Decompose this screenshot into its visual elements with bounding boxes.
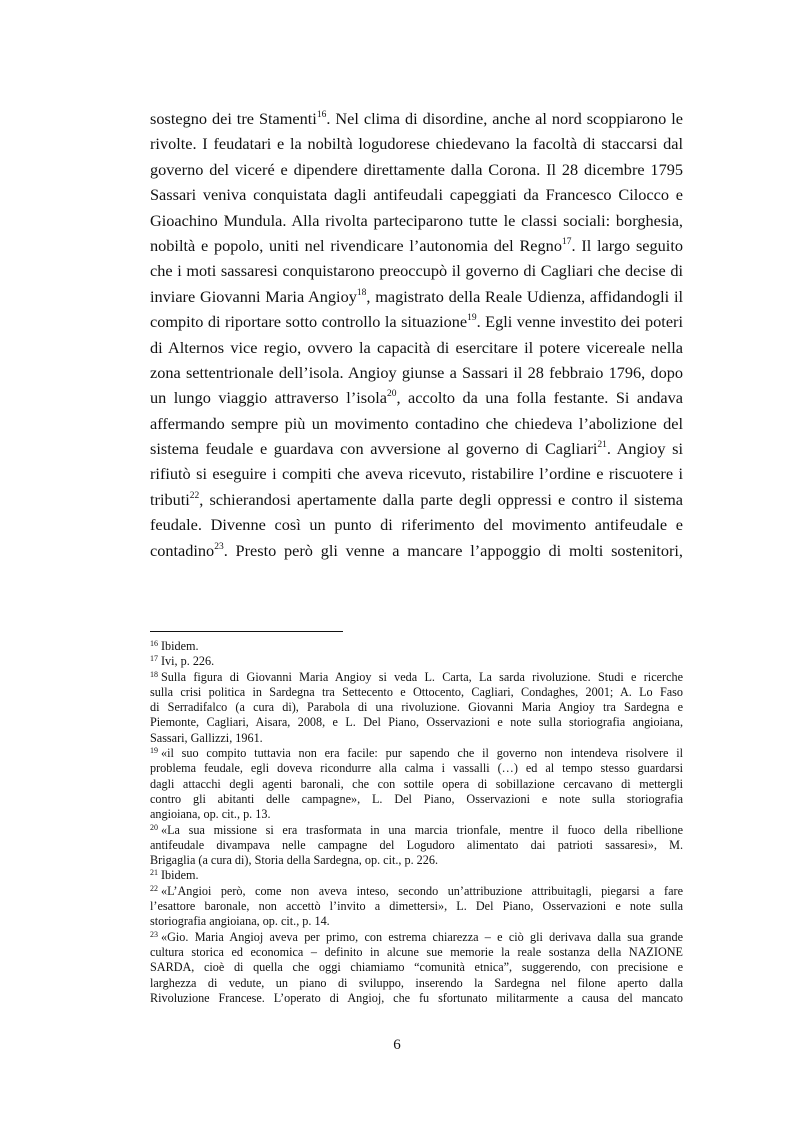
body-text-segment: di Alternos vice regio, ovvero la capacità di esercitare il potere vicereale nella	[150, 337, 683, 357]
body-text-segment: affermando sempre più un movimento contadino che chiedeva l’abolizione del	[150, 413, 683, 433]
footnote-line	[150, 868, 683, 883]
footnote-reference[interactable]: 18	[356, 287, 367, 298]
footnote-text: Ivi, p. 226.	[161, 654, 215, 669]
footnote-line	[150, 914, 683, 929]
footnote-number: 21	[150, 868, 158, 878]
footnote-text: sulla crisi politica in Sardegna tra Settecento e Ottocento, Cagliari, Condaghes, 2001; A. Lo Faso	[150, 684, 683, 699]
footnote-text: Sassari, Gallizzi, 1961.	[150, 730, 263, 745]
footnote-text: contro gli abitanti delle campagne», L. Del Piano, Osservazioni e note sulla storiografia	[150, 791, 683, 806]
footnote-line	[150, 777, 683, 792]
footnote-number: 16	[150, 639, 158, 648]
footnote-reference[interactable]: 19	[467, 313, 477, 324]
body-text-segment: un lungo viaggio attraverso l’isola	[150, 388, 387, 408]
footnote-text: «Gio. Maria Angioj aveva per primo, con estrema chiarezza – e ciò gli derivava dalla sua grande	[161, 929, 683, 944]
body-text-segment: Gioachino Mundula. Alla rivolta parteciparono tutte le classi sociali: borghesia,	[150, 210, 683, 230]
body-line	[150, 487, 683, 512]
body-line	[150, 436, 683, 461]
footnote-line	[150, 639, 683, 654]
body-text-segment: compito di riportare sotto controllo la situazione	[150, 312, 468, 332]
footnote-text: larghezza di vedute, un piano di sviluppo, inserendo la Sardegna nel filone aperto dalla	[150, 975, 683, 990]
footnote-line	[150, 715, 683, 730]
body-line	[150, 284, 683, 309]
body-text-segment: . Nel clima di disordine, anche al nord scoppiarono le	[326, 109, 684, 128]
body-text-segment: , accolto da una folla festante. Si andava	[396, 388, 683, 408]
footnote-line	[150, 853, 683, 868]
body-text-segment: Sassari veniva conquistata dagli antifeudali capeggiati da Francesco Cilocco e	[150, 185, 683, 205]
footnote-line	[150, 700, 683, 715]
body-text-segment: feudale. Divenne così un punto di riferimento del movimento antifeudale e	[150, 515, 683, 535]
footnote-line	[150, 899, 683, 914]
body-text-segment: sistema feudale e guardava con avversione al governo di Cagliari	[150, 439, 598, 459]
footnote-text: dagli attacchi degli agenti baronali, che con sottile opera di sobillazione cercavano di mettergli	[150, 776, 683, 791]
footnotes	[150, 639, 683, 1006]
footnote-text: l’esattore baronale, non accettò l’invito a dimettersi», L. Del Piano, Osservazioni e note sulla	[150, 899, 683, 914]
footnote-text: antifeudale divampava nelle campagne del Logudoro alimentato dai patrioti sassaresi», M.	[150, 837, 683, 852]
footnote-line	[150, 807, 683, 822]
footnote-text: cultura storica ed economica – definito in alcune sue memorie la reale sostanza della NAZIONE	[150, 944, 683, 959]
body-line	[150, 538, 683, 563]
body-text-segment: zona settentrionale dell’isola. Angioy giunse a Sassari il 28 febbraio 1796, dopo	[150, 362, 683, 382]
footnote-reference[interactable]: 17	[561, 236, 572, 247]
footnote-number: 17	[150, 654, 158, 664]
footnote-number: 18	[150, 669, 158, 679]
body-text-segment: contadino	[150, 540, 215, 560]
footnote-line	[150, 960, 683, 975]
footnote-reference[interactable]: 23	[214, 541, 224, 552]
body-text-segment: rivolte. I feudatari e la nobiltà logudorese chiedevano la facoltà di staccarsi dal	[150, 134, 683, 154]
footnote-line	[150, 731, 683, 746]
body-line	[150, 411, 683, 436]
footnote-number: 23	[150, 929, 158, 939]
footnote-text: Rivoluzione Francese. L’operato di Angioj, che fu sfortunato militarmente a causa del mancato	[150, 990, 683, 1005]
body-line	[150, 233, 683, 258]
body-line	[150, 182, 683, 207]
footnote-line	[150, 838, 683, 853]
body-line	[150, 360, 683, 385]
footnote-line	[150, 685, 683, 700]
footnote-text: di Serradifalco (a cura di), Parabola di una rivoluzione. Giovanni Maria Angioy tra Sardegna e	[150, 700, 683, 715]
footnote-line	[150, 976, 683, 991]
body-line	[150, 106, 683, 131]
body-line	[150, 208, 683, 233]
footnote-text: Brigaglia (a cura di), Storia della Sardegna, op. cit., p. 226.	[150, 853, 439, 868]
footnote-number: 22	[150, 883, 158, 893]
footnote-line	[150, 654, 683, 669]
body-line	[150, 131, 683, 156]
footnote-text: «il suo compito tuttavia non era facile: pur sapendo che il governo non intendeva risolvere il	[161, 746, 683, 761]
body-line	[150, 335, 683, 360]
body-text-segment: tributi	[150, 489, 190, 509]
footnote-reference[interactable]: 21	[597, 440, 607, 451]
footnote-line	[150, 761, 683, 776]
page-number: 6	[393, 1037, 401, 1053]
body-line	[150, 385, 683, 410]
body-line	[150, 309, 683, 334]
footnote-line	[150, 884, 683, 899]
body-text-segment: sostegno dei tre Stamenti	[150, 109, 317, 128]
footnote-text: Ibidem.	[161, 639, 199, 653]
footnote-text: «La sua missione si era trasformata in una marcia trionfale, mentre il fuoco della ribellione	[161, 822, 683, 837]
footnote-line	[150, 670, 683, 685]
body-line	[150, 512, 683, 537]
footnote-number: 19	[150, 746, 158, 756]
footnote-text: angioiana, op. cit., p. 13.	[150, 807, 271, 822]
body-text	[150, 106, 683, 563]
body-text-segment: . Presto però gli venne a mancare l’appoggio di molti sostenitori,	[223, 540, 683, 560]
body-text-segment: . Egli venne investito dei poteri	[476, 312, 683, 332]
footnote-text: Piemonte, Cagliari, Aisara, 2008, e L. Del Piano, Osservazioni e note sulla storiografia angioiana,	[150, 715, 683, 730]
footnote-reference[interactable]: 22	[189, 490, 200, 501]
footnote-reference[interactable]: 20	[387, 389, 397, 400]
footnote-line	[150, 930, 683, 945]
footnote-line	[150, 746, 683, 761]
body-text-segment: , magistrato della Reale Udienza, affidandogli il	[366, 286, 684, 306]
footnote-text: SARDA, cioè di quella che oggi chiamiamo “comunità etnica”, suggerendo, con precisione e	[150, 960, 683, 975]
body-text-segment: che i moti sassaresi conquistarono preoccupò il governo di Cagliari che decise di	[150, 261, 683, 281]
body-line	[150, 157, 683, 182]
footnote-line	[150, 792, 683, 807]
footnote-text: problema feudale, egli doveva ricondurre alla calma i vassalli (…) ed al tempo stesso guardarsi	[150, 761, 683, 776]
footnote-line	[150, 991, 683, 1006]
body-text-segment: nobiltà e popolo, uniti nel rivendicare l’autonomia del Regno	[150, 235, 562, 255]
footnote-text: Ibidem.	[161, 868, 199, 883]
body-text-segment: . Il largo seguito	[571, 235, 683, 255]
body-text-segment: . Angioy si	[606, 439, 683, 459]
body-text-segment: governo del viceré e dipendere direttamente dalla Corona. Il 28 dicembre 1795	[150, 159, 683, 179]
footnote-text: storiografia angioiana, op. cit., p. 14.	[150, 914, 330, 929]
footnote-reference[interactable]: 16	[316, 110, 327, 120]
footnote-line	[150, 823, 683, 838]
body-text-segment: , schierandosi apertamente dalla parte degli oppressi e contro il sistema	[199, 489, 683, 509]
footnote-number: 20	[150, 822, 158, 832]
body-line	[150, 461, 683, 486]
body-line	[150, 258, 683, 283]
footnote-line	[150, 945, 683, 960]
body-text-segment: rifiutò si eseguire i compiti che aveva ricevuto, ristabilire l’ordine e riscuotere i	[150, 464, 683, 484]
footnote-separator	[150, 631, 343, 632]
body-text-segment: inviare Giovanni Maria Angioy	[150, 286, 357, 306]
footnote-text: Sulla figura di Giovanni Maria Angioy si veda L. Carta, La sarda rivoluzione. Studi e ricerche	[161, 669, 683, 684]
footnote-text: «L’Angioi però, come non aveva inteso, secondo un’attribuzione attribuitagli, piegarsi a fare	[161, 883, 683, 898]
